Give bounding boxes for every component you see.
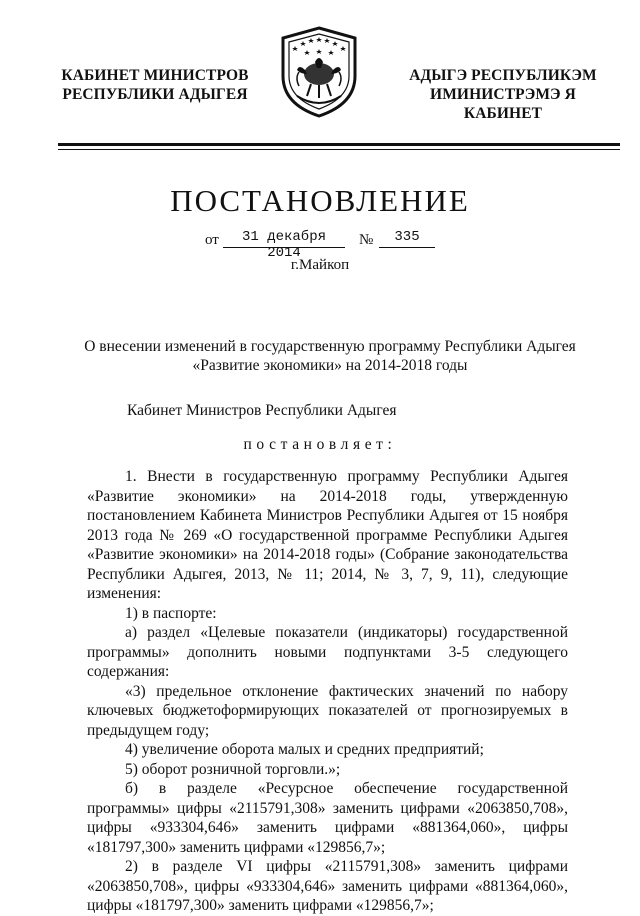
paragraph: 1) в паспорте:	[125, 604, 217, 622]
issuer-line-1: КАБИНЕТ МИНИСТРОВ	[61, 67, 249, 84]
issuing-body: Кабинет Министров Республики Адыгея	[127, 402, 397, 419]
paragraph: б) в разделе «Ресурсное обеспечение государственной программы» цифры «2115791,308» заменить цифрами «2063850,708», цифры «933304,646» заменить цифрами «881364,060», цифры «181797,300» заменить цифрами «129856,7»;	[87, 780, 568, 856]
document-subject	[60, 337, 600, 375]
date-prefix: от	[205, 232, 219, 248]
issuer-name-russian	[57, 66, 253, 104]
coat-of-arms-icon	[275, 24, 363, 120]
document-body	[87, 467, 568, 916]
document-title: ПОСТАНОВЛЕНИЕ	[170, 183, 470, 218]
issuer-line-2: РЕСПУБЛИКИ АДЫГЕЯ	[62, 86, 248, 103]
city: г.Майкоп	[290, 257, 350, 273]
header-divider-thick	[58, 143, 620, 146]
document-date: 31 декабря 2014	[223, 229, 345, 248]
header-divider-thin	[58, 149, 620, 150]
paragraph: «3) предельное отклонение фактических значений по набору ключевых бюджетоформирующих показателей от прогнозируемых в предыдущем году;	[87, 682, 568, 739]
paragraph: 2) в разделе VI цифры «2115791,308» заменить цифрами «2063850,708», цифры «933304,646» заменить цифрами «881364,060», цифры «181797,300» заменить цифрами «129856,7»;	[87, 858, 568, 914]
subject-line-2: «Развитие экономики» на 2014-2018 годы	[192, 357, 468, 374]
number-label: №	[359, 232, 374, 248]
document-number: 335	[379, 229, 435, 248]
paragraph: а) раздел «Целевые показатели (индикаторы) государственной программы» дополнить новыми подпунктами 3-5 следующего содержания:	[87, 624, 568, 680]
issuer-name-adyghe	[390, 66, 616, 123]
issuer-line-2: ИМИНИСТРЭМЭ Я КАБИНЕТ	[430, 86, 576, 122]
paragraph: 4) увеличение оборота малых и средних предприятий;	[125, 741, 484, 758]
subject-line-1: О внесении изменений в государственную программу Республики Адыгея	[84, 338, 576, 355]
paragraph: 1. Внести в государственную программу Республики Адыгея «Развитие экономики» на 2014-2018 годы, утвержденную постановлением Кабинета Министров Республики Адыгея от 15 ноября 2013 года № 269 «О государственной программе Республики Адыгея «Развитие экономики» на 2014-2018 годы» (Собрание законодательства Республики Адыгея, 2013, № 11; 2014, № 3, 7, 9, 11), следующие изменения:	[87, 468, 568, 602]
paragraph: 5) оборот розничной торговли.»;	[125, 760, 341, 778]
issuer-line-1: АДЫГЭ РЕСПУБЛИКЭМ	[409, 67, 597, 84]
decree-word: постановляет:	[243, 436, 397, 453]
